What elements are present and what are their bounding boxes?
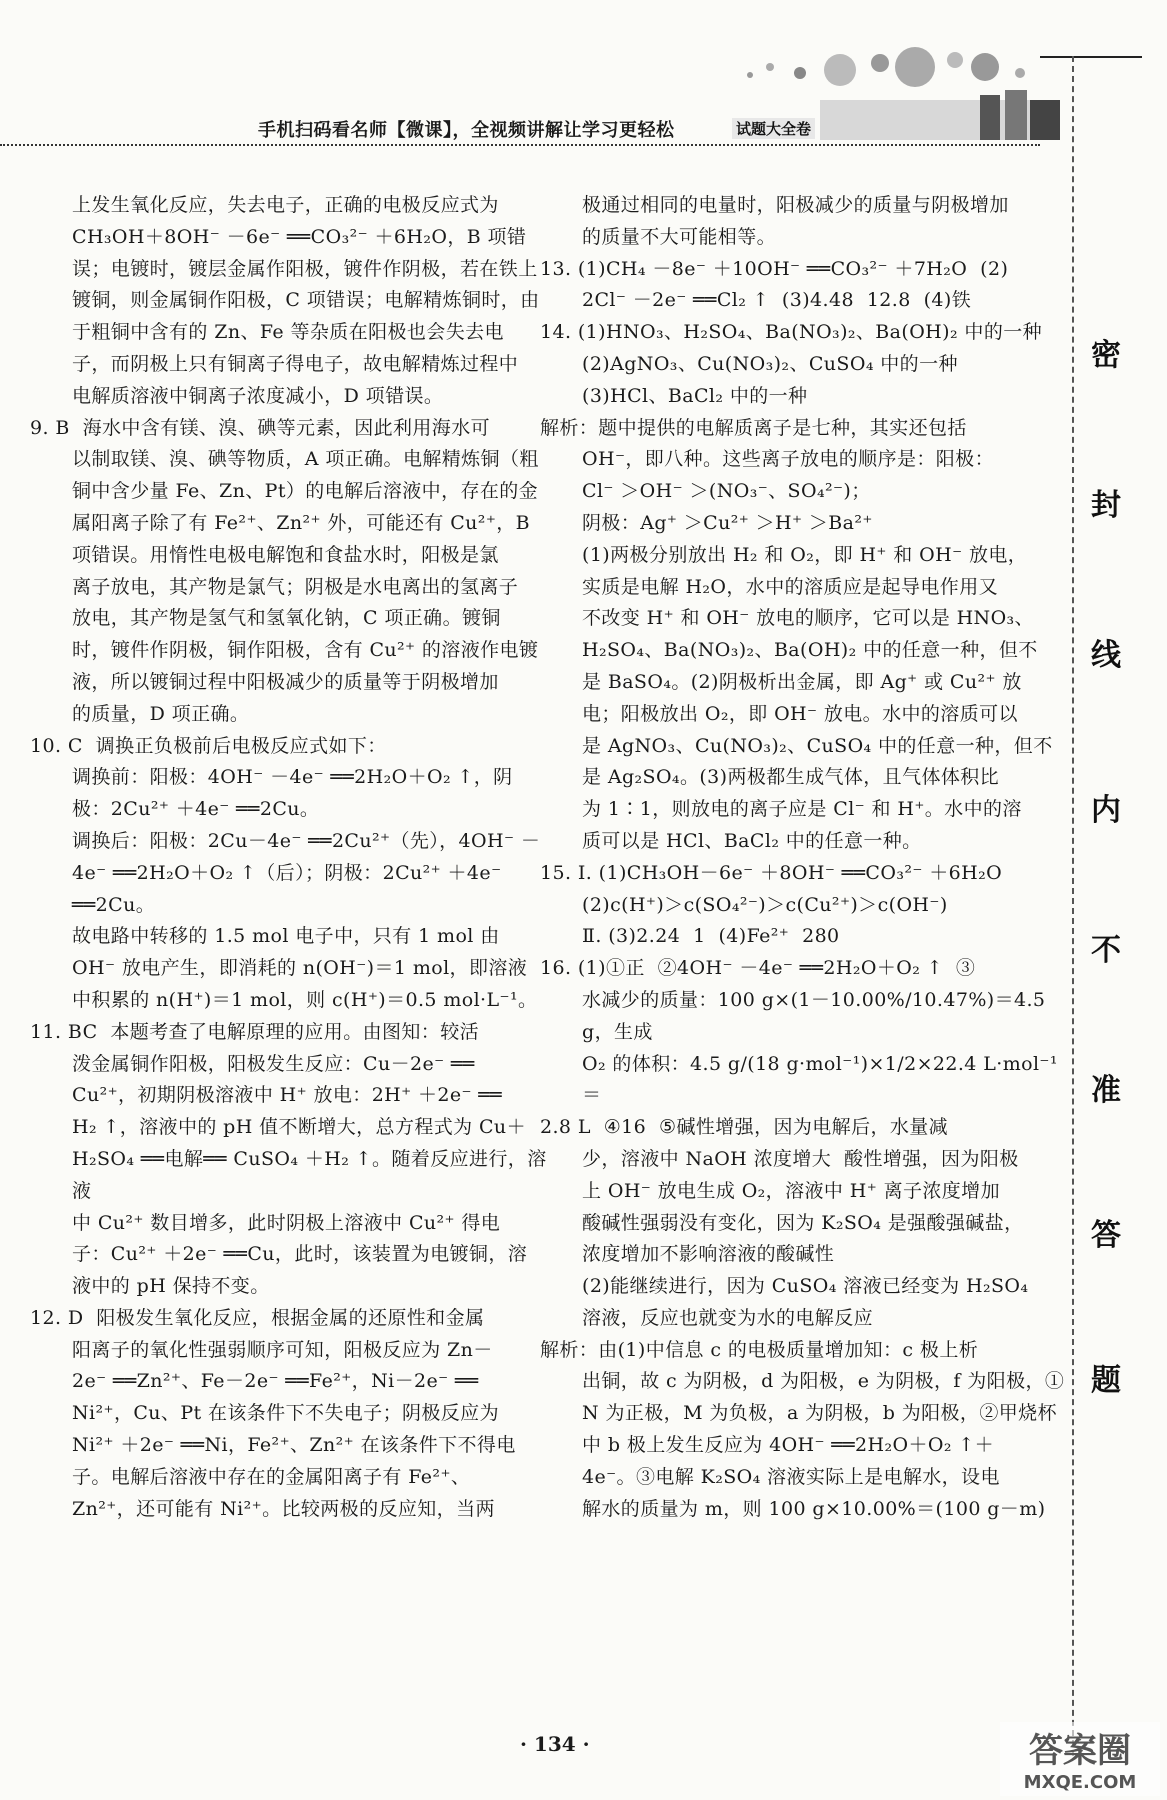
left-text-line: 中 Cu²⁺ 数目增多，此时阴极上溶液中 Cu²⁺ 得电 [72, 1211, 501, 1234]
seal-char: 不 [1091, 933, 1121, 968]
right-text-line: (2)AgNO₃、Cu(NO₃)₂、CuSO₄ 中的一种 [582, 352, 958, 375]
right-text-line: (1)两极分别放出 H₂ 和 O₂，即 H⁺ 和 OH⁻ 放电， [582, 543, 1028, 566]
left-text-line: 项错误。用惰性电极电解饱和食盐水时，阳极是氯 [72, 543, 499, 566]
right-column [540, 190, 1065, 1525]
left-text-line: 时，镀件作阴极，铜作阳极，含有 Cu²⁺ 的溶液作电镀 [72, 639, 539, 662]
right-text-line: (3)HCl、BaCl₂ 中的一种 [582, 384, 808, 407]
left-text-line: 液中的 pH 保持不变。 [72, 1275, 270, 1298]
seal-char: 密 [1091, 338, 1121, 373]
left-text-line: 11. BC 本题考查了电解原理的应用。由图知：较活 [30, 1020, 479, 1043]
left-text-line: 中积累的 n(H⁺)＝1 mol，则 c(H⁺)＝0.5 mol·L⁻¹。 [72, 988, 538, 1011]
left-text-line: Ni²⁺，Cu、Pt 在该条件下不失电子；阴极反应为 [72, 1402, 499, 1425]
left-text-line: 2e⁻ ══Zn²⁺、Fe－2e⁻ ══Fe²⁺，Ni－2e⁻ ══ [72, 1370, 479, 1393]
left-text-line: 放电，其产物是氢气和氢氧化钠，C 项正确。镀铜 [72, 607, 501, 630]
header-slogan: 手机扫码看名师【微课】，全视频讲解让学习更轻松 [258, 120, 675, 141]
binding-line [1072, 56, 1074, 1756]
right-text-line: 解析：题中提供的电解质离子是七种，其实还包括 [540, 416, 967, 439]
watermark-logo [1000, 1722, 1160, 1796]
right-text-line: 极通过相同的电量时，阳极减少的质量与阴极增加 [582, 194, 1009, 216]
left-text-line: 4e⁻ ══2H₂O＋O₂ ↑（后）；阴极：2Cu²⁺ ＋4e⁻ [72, 861, 502, 884]
right-text-line: 14. (1)HNO₃、H₂SO₄、Ba(NO₃)₂、Ba(OH)₂ 中的一种 [540, 321, 1043, 344]
left-text-line: ══2Cu。 [72, 893, 156, 916]
right-text-line: 是 AgNO₃、Cu(NO₃)₂、CuSO₄ 中的任意一种，但不 [582, 734, 1053, 757]
left-text-line: H₂SO₄ ══电解══ CuSO₄ ＋H₂ ↑。随着反应进行，溶液 [72, 1147, 547, 1202]
header-badge: 试题大全卷 [732, 118, 815, 139]
seal-char: 准 [1091, 1073, 1121, 1108]
right-text-line: 2Cl⁻ －2e⁻ ══Cl₂ ↑ (3)4.48 12.8 (4)铁 [582, 289, 972, 312]
left-text-line: OH⁻ 放电产生，即消耗的 n(OH⁻)＝1 mol，即溶液 [72, 957, 528, 980]
right-text-line: 中 b 极上发生反应为 4OH⁻ ══2H₂O＋O₂ ↑＋ [582, 1434, 995, 1457]
left-text-line: 12. D 阳极发生氧化反应，根据金属的还原性和金属 [30, 1306, 485, 1329]
left-text-line: 于粗铜中含有的 Zn、Fe 等杂质在阳极也会失去电 [72, 321, 504, 344]
seal-char: 题 [1091, 1363, 1121, 1398]
right-text-line: 15. Ⅰ. (1)CH₃OH－6e⁻ ＋8OH⁻ ══CO₃²⁻ ＋6H₂O [540, 861, 1003, 884]
left-text-line: Cu²⁺，初期阴极溶液中 H⁺ 放电：2H⁺ ＋2e⁻ ══ [72, 1084, 503, 1107]
right-text-line: (2)c(H⁺)＞c(SO₄²⁻)＞c(Cu²⁺)＞c(OH⁻) [582, 893, 948, 916]
right-text-line: 阴极：Ag⁺ ＞Cu²⁺ ＞H⁺ ＞Ba²⁺ [582, 511, 873, 534]
right-text-line: 解水的质量为 m，则 100 g×10.00%＝(100 g－m) [582, 1497, 1046, 1520]
left-text-line: 电解质溶液中铜离子浓度减小，D 项错误。 [72, 384, 444, 407]
page-header [0, 0, 1167, 150]
left-column [30, 190, 565, 1525]
left-text-line: 误；电镀时，镀层金属作阳极，镀件作阴极，若在铁上 [72, 257, 538, 280]
seal-char: 内 [1091, 793, 1121, 828]
left-text-line: 液，所以镀铜过程中阳极减少的质量等于阴极增加 [72, 670, 499, 693]
right-text-line: Ⅱ. (3)2.24 1 (4)Fe²⁺ 280 [582, 925, 840, 948]
right-text-line: 浓度增加不影响溶液的酸碱性 [582, 1243, 835, 1266]
right-text-line: H₂SO₄、Ba(NO₃)₂、Ba(OH)₂ 中的任意一种，但不 [582, 639, 1038, 662]
right-text-line: 出铜，故 c 为阴极，d 为阳极，e 为阴极，f 为阳极，① [582, 1370, 1065, 1393]
right-text-line: (2)能继续进行，因为 CuSO₄ 溶液已经变为 H₂SO₄ [582, 1275, 1029, 1298]
right-text-line: 电；阳极放出 O₂，即 OH⁻ 放电。水中的溶质可以 [582, 702, 1018, 725]
right-text-line: 4e⁻。③电解 K₂SO₄ 溶液实际上是电解水，设电 [582, 1465, 1000, 1488]
left-text-line: 9. B 海水中含有镁、溴、碘等元素，因此利用海水可 [30, 416, 491, 439]
left-text-line: 铜中含少量 Fe、Zn、Pt）的电解后溶液中，存在的金 [72, 480, 539, 503]
left-text-line: 10. C 调换正负极前后电极反应式如下： [30, 734, 387, 757]
right-text-line: 溶液，反应也就变为水的电解反应 [582, 1306, 874, 1329]
left-text-line: 以制取镁、溴、碘等物质，A 项正确。电解精炼铜（粗 [72, 448, 539, 471]
left-text-line: 离子放电，其产物是氯气；阴极是水电离出的氢离子 [72, 575, 519, 598]
header-dotted-rule [0, 144, 1040, 146]
seal-char: 线 [1091, 638, 1121, 673]
right-text-line: 实质是电解 H₂O，水中的溶质应是起导电作用又 [582, 575, 999, 598]
left-text-line: 的质量，D 项正确。 [72, 702, 250, 725]
left-text-line: Zn²⁺，还可能有 Ni²⁺。比较两极的反应知，当两 [72, 1497, 495, 1520]
svg-text:MXQE.COM: MXQE.COM [1023, 1772, 1137, 1793]
left-text-line: 故电路中转移的 1.5 mol 电子中，只有 1 mol 由 [72, 925, 500, 948]
right-text-line: OH⁻，即八种。这些离子放电的顺序是：阳极： [582, 448, 994, 471]
left-text-line: 子。电解后溶液中存在的金属阳离子有 Fe²⁺、 [72, 1465, 471, 1488]
right-text-line: 的质量不大可能相等。 [582, 225, 777, 248]
right-text-line: 13. (1)CH₄ －8e⁻ ＋10OH⁻ ══CO₃²⁻ ＋7H₂O (2) [540, 257, 1009, 280]
left-text-line: 子：Cu²⁺ ＋2e⁻ ══Cu，此时，该装置为电镀铜，溶 [72, 1243, 528, 1266]
left-text-line: 上发生氧化反应，失去电子，正确的电极反应式为 [72, 194, 499, 216]
left-text-line: H₂ ↑，溶液中的 pH 值不断增大，总方程式为 Cu＋ [72, 1116, 526, 1139]
left-text-line: 调换前：阳极：4OH⁻ －4e⁻ ══2H₂O＋O₂ ↑，阴 [72, 766, 513, 789]
left-text-line: 属阳离子除了有 Fe²⁺、Zn²⁺ 外，可能还有 Cu²⁺，B [72, 511, 531, 534]
left-text-line: 子，而阴极上只有铜离子得电子，故电解精炼过程中 [72, 352, 519, 375]
seal-char: 封 [1091, 488, 1121, 523]
right-text-line: 少，溶液中 NaOH 浓度增大 酸性增强，因为阳极 [582, 1147, 1019, 1170]
page-number: · 134 · [520, 1732, 590, 1756]
left-text-line: CH₃OH＋8OH⁻ －6e⁻ ══CO₃²⁻ ＋6H₂O，B 项错 [72, 225, 527, 248]
watermark-icon [1000, 1722, 1160, 1796]
left-text-line: 阳离子的氧化性强弱顺序可知，阳极反应为 Zn－ [72, 1338, 493, 1361]
left-text-line: 镀铜，则金属铜作阳极，C 项错误；电解精炼铜时，由 [72, 289, 540, 312]
right-text-line: 质可以是 HCl、BaCl₂ 中的任意一种。 [582, 829, 922, 852]
header-decoration [730, 45, 1070, 145]
right-text-line: Cl⁻ ＞OH⁻ ＞(NO₃⁻、SO₄²⁻)； [582, 480, 871, 503]
right-text-line: N 为正极，M 为负极，a 为阴极，b 为阳极，②甲烧杯 [582, 1402, 1057, 1425]
right-text-line: 水减少的质量：100 g×(1－10.00%/10.47%)＝4.5 g，生成 [582, 988, 1052, 1043]
left-text-line: 调换后：阳极：2Cu－4e⁻ ══2Cu²⁺（先），4OH⁻ － [72, 829, 541, 852]
left-text-line: 极：2Cu²⁺ ＋4e⁻ ══2Cu。 [72, 798, 320, 821]
right-text-line: 上 OH⁻ 放电生成 O₂，溶液中 H⁺ 离子浓度增加 [582, 1179, 1000, 1202]
right-text-line: 是 BaSO₄。(2)阴极析出金属，即 Ag⁺ 或 Cu²⁺ 放 [582, 670, 1022, 693]
left-text-line: 泼金属铜作阳极，阳极发生反应：Cu－2e⁻ ══ [72, 1052, 475, 1075]
right-text-line: 2.8 L ④16 ⑤碱性增强，因为电解后，水量减 [540, 1116, 949, 1139]
right-text-line: 酸碱性强弱没有变化，因为 K₂SO₄ 是强酸强碱盐， [582, 1211, 1024, 1234]
right-text-line: 是 Ag₂SO₄。(3)两极都生成气体，且气体体积比 [582, 766, 1000, 789]
right-text-line: O₂ 的体积：4.5 g/(18 g·mol⁻¹)×1/2×22.4 L·mol⁻¹＝ [582, 1052, 1058, 1107]
svg-text:答案圈: 答案圈 [1029, 1731, 1131, 1771]
right-text-line: 为 1∶1，则放电的离子应是 Cl⁻ 和 H⁺。水中的溶 [582, 798, 1022, 821]
right-text-line: 解析：由(1)中信息 c 的电极质量增加知：c 极上析 [540, 1338, 979, 1361]
right-text-line: 16. (1)①正 ②4OH⁻ －4e⁻ ══2H₂O＋O₂ ↑ ③ [540, 957, 976, 980]
left-text-line: Ni²⁺ ＋2e⁻ ══Ni，Fe²⁺、Zn²⁺ 在该条件下不得电 [72, 1434, 516, 1457]
right-text-line: 不改变 H⁺ 和 OH⁻ 放电的顺序，它可以是 HNO₃、 [582, 607, 1034, 630]
seal-char: 答 [1091, 1218, 1121, 1253]
